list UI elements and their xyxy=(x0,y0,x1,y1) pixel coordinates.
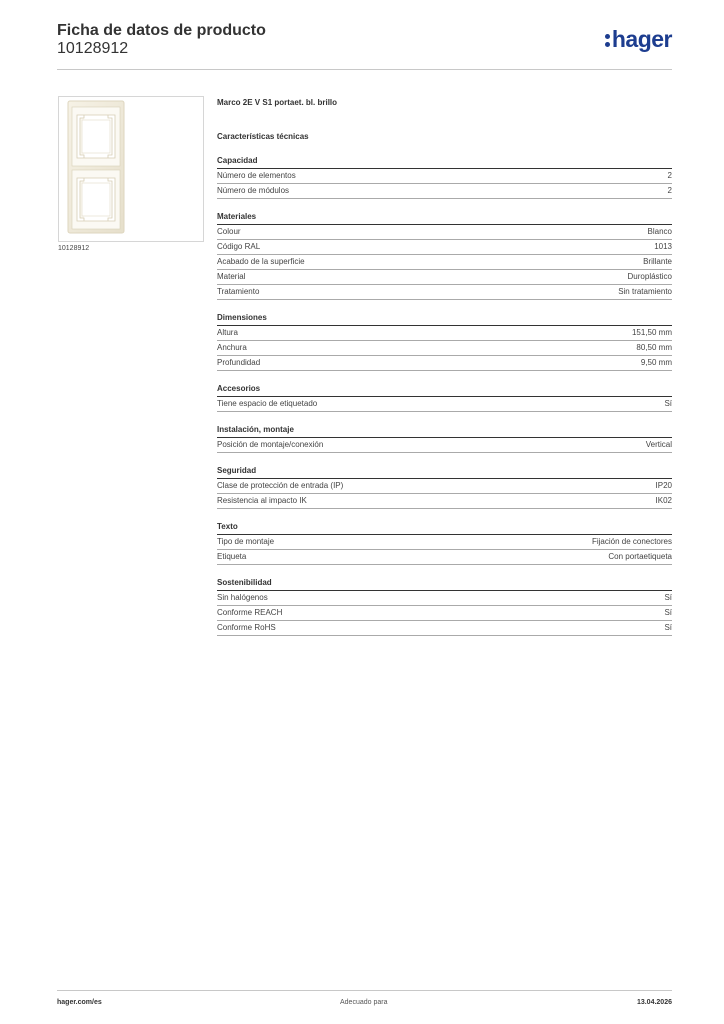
spec-section xyxy=(217,383,672,412)
spec-label: Número de elementos xyxy=(217,171,296,180)
spec-row xyxy=(217,326,672,341)
spec-label: Resistencia al impacto IK xyxy=(217,496,307,505)
spec-label: Sin halógenos xyxy=(217,593,268,602)
spec-value: IP20 xyxy=(655,481,672,490)
tech-title: Características técnicas xyxy=(217,132,309,141)
spec-section xyxy=(217,521,672,565)
spec-value: Sí xyxy=(664,608,672,617)
spec-row xyxy=(217,479,672,494)
spec-value: 9,50 mm xyxy=(640,358,672,367)
spec-label: Tipo de montaje xyxy=(217,537,275,546)
spec-label: Etiqueta xyxy=(217,552,247,561)
product-image xyxy=(58,96,204,242)
spec-value: 80,50 mm xyxy=(636,343,672,352)
spec-row xyxy=(217,255,672,270)
page-footer xyxy=(57,990,672,1006)
spec-section xyxy=(217,312,672,371)
spec-value: Sí xyxy=(664,399,672,408)
section-title: Texto xyxy=(217,521,672,535)
spec-label: Número de módulos xyxy=(217,186,290,195)
section-title: Accesorios xyxy=(217,383,672,397)
spec-row xyxy=(217,184,672,199)
spec-row xyxy=(217,550,672,565)
section-title: Capacidad xyxy=(217,155,672,169)
spec-value: 2 xyxy=(667,171,672,180)
double-frame-icon xyxy=(59,97,203,241)
section-title: Dimensiones xyxy=(217,312,672,326)
spec-row xyxy=(217,270,672,285)
spec-label: Profundidad xyxy=(217,358,261,367)
spec-value: Vertical xyxy=(645,440,672,449)
spec-row xyxy=(217,169,672,184)
spec-label: Conforme RoHS xyxy=(217,623,276,632)
logo-dots-icon xyxy=(605,32,610,48)
spec-row xyxy=(217,225,672,240)
hager-logo xyxy=(605,26,672,53)
spec-label: Anchura xyxy=(217,343,247,352)
page-header xyxy=(57,18,672,70)
footer-website: hager.com/es xyxy=(57,999,102,1006)
spec-value: Sí xyxy=(664,623,672,632)
spec-row xyxy=(217,606,672,621)
spec-value: Sí xyxy=(664,593,672,602)
spec-value: 2 xyxy=(667,186,672,195)
spec-label: Posición de montaje/conexión xyxy=(217,440,324,449)
spec-section xyxy=(217,424,672,453)
spec-row xyxy=(217,397,672,412)
spec-row xyxy=(217,591,672,606)
spec-row xyxy=(217,621,672,636)
section-title: Instalación, montaje xyxy=(217,424,672,438)
section-title: Sostenibilidad xyxy=(217,577,672,591)
spec-label: Conforme REACH xyxy=(217,608,283,617)
spec-section xyxy=(217,577,672,636)
image-caption: 10128912 xyxy=(58,245,90,252)
spec-row xyxy=(217,341,672,356)
spec-label: Altura xyxy=(217,328,238,337)
section-title: Seguridad xyxy=(217,465,672,479)
spec-value: Fijación de conectores xyxy=(591,537,672,546)
product-code: 10128912 xyxy=(57,40,129,57)
spec-value: Sin tratamiento xyxy=(618,287,672,296)
spec-row xyxy=(217,240,672,255)
spec-label: Acabado de la superficie xyxy=(217,257,305,266)
spec-row xyxy=(217,535,672,550)
spec-value: 151,50 mm xyxy=(631,328,672,337)
spec-label: Código RAL xyxy=(217,242,261,251)
spec-value: Brillante xyxy=(643,257,672,266)
product-name: Marco 2E V S1 portaet. bl. brillo xyxy=(217,98,338,107)
spec-value: 1013 xyxy=(654,242,672,251)
footer-note: Adecuado para xyxy=(340,999,388,1006)
spec-section xyxy=(217,211,672,300)
footer-date: 13.04.2026 xyxy=(636,999,672,1006)
spec-value: IK02 xyxy=(655,496,672,505)
spec-label: Clase de protección de entrada (IP) xyxy=(217,481,344,490)
spec-label: Material xyxy=(217,272,246,281)
spec-row xyxy=(217,494,672,509)
spec-label: Tratamiento xyxy=(217,287,260,296)
spec-section xyxy=(217,155,672,199)
spec-row xyxy=(217,438,672,453)
spec-value: Duroplástico xyxy=(627,272,672,281)
spec-section xyxy=(217,465,672,509)
section-title: Materiales xyxy=(217,211,672,225)
page-title: Ficha de datos de producto xyxy=(57,22,266,39)
spec-value: Blanco xyxy=(647,227,672,236)
spec-value: Con portaetiqueta xyxy=(608,552,672,561)
spec-label: Colour xyxy=(217,227,241,236)
spec-row xyxy=(217,356,672,371)
spec-sections xyxy=(217,155,672,636)
logo-text: hager xyxy=(611,26,672,52)
spec-content xyxy=(217,96,672,636)
spec-row xyxy=(217,285,672,300)
spec-label: Tiene espacio de etiquetado xyxy=(217,399,318,408)
